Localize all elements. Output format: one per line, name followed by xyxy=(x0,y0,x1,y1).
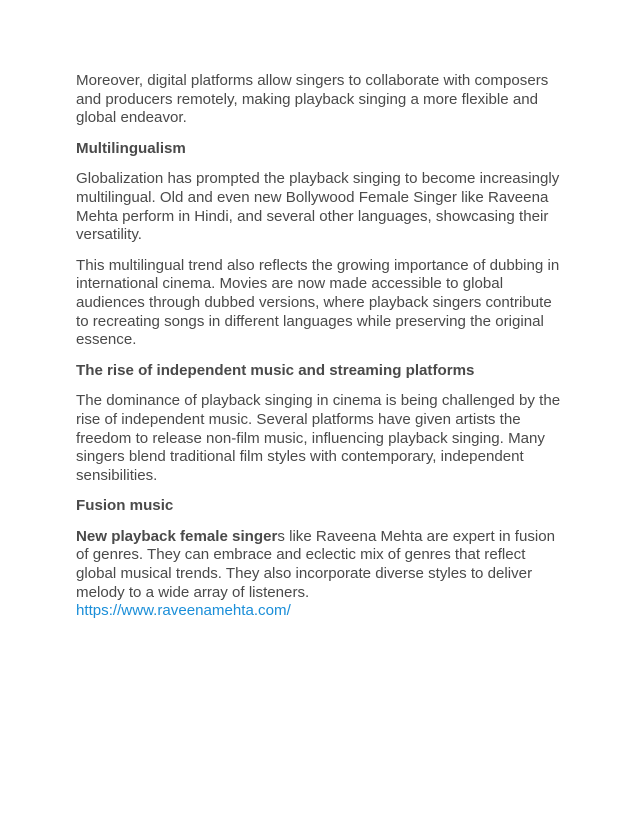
heading-independent-music: The rise of independent music and streaming platforms xyxy=(76,361,475,379)
bold-lead-text: New playback female singer xyxy=(76,527,278,545)
heading-fusion-music: Fusion music xyxy=(76,497,174,515)
paragraph-fusion xyxy=(76,528,566,602)
paragraph-dubbing: This multilingual trend also reflects the growing importance of dubbing in international cinema. Movies are now made accessible to global audiences through dubbed versions, where playback singers contribute to recreating songs in different languages while preserving the original essence. xyxy=(76,256,560,349)
paragraph-independent-music: The dominance of playback singing in cinema is being challenged by the rise of independent music. Several platforms have given artists the freedom to release non-film music, influencing playback singing. Many singers blend traditional film styles with contemporary, independent sensibilities. xyxy=(76,392,561,484)
document-body xyxy=(76,72,566,621)
paragraph-globalization: Globalization has prompted the playback singing to become increasingly multilingual. Old and even new Bollywood Female Singer like Raveena Mehta perform in Hindi, and several other languages, showcasing their versatility. xyxy=(76,170,560,244)
fusion-text: s like Raveena Mehta are expert in fusion of genres. They can embrace and eclectic mix of genres that reflect global musical trends. They also incorporate diverse styles to deliver melody to a wide array of listeners. xyxy=(76,527,556,601)
paragraph-digital-platforms: Moreover, digital platforms allow singers to collaborate with composers and producers remotely, making playback singing a more flexible and global endeavor. xyxy=(76,72,549,127)
heading-multilingualism: Multilingualism xyxy=(76,139,186,157)
website-link[interactable]: https://www.raveenamehta.com/ xyxy=(76,602,291,620)
